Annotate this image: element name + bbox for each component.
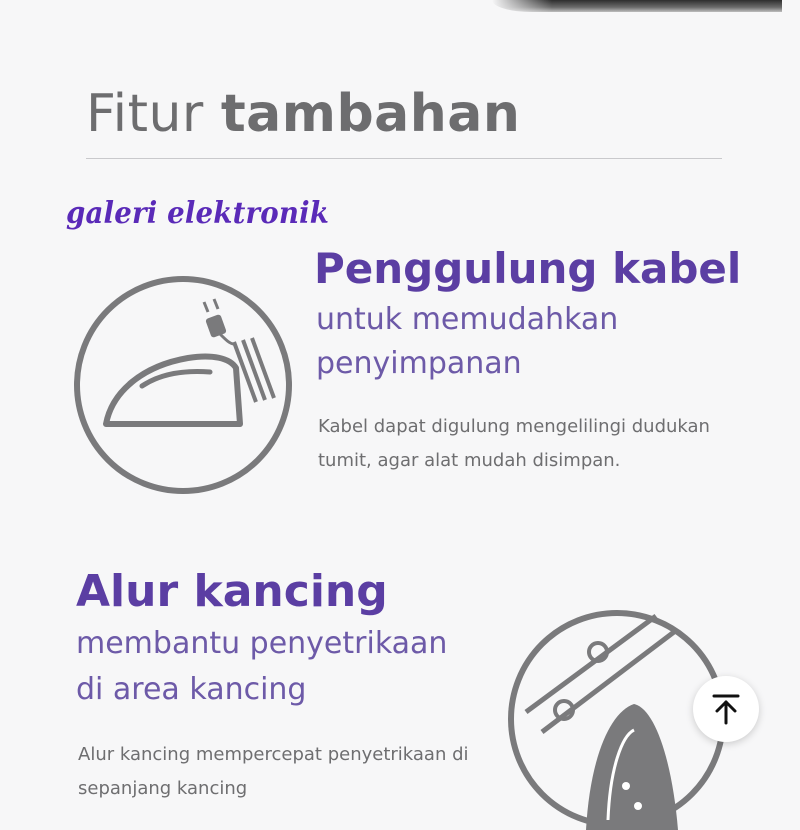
feature-button-subtitle-2: di area kancing <box>76 672 307 707</box>
feature-button-description: Alur kancing mempercepat penyetrikaan di sepanjang kancing <box>78 744 469 799</box>
feature-cord-title: Penggulung kabel <box>314 244 742 293</box>
feature-cord-subtitle-1: untuk memudahkan <box>316 302 619 337</box>
feature-button-title: Alur kancing <box>76 566 388 617</box>
heading-bold-text: tambahan <box>220 84 521 144</box>
store-watermark: galeri elektronik <box>66 196 330 231</box>
feature-button-subtitle-1: membantu penyetrikaan <box>76 626 448 661</box>
feature-cord-subtitle-2: penyimpanan <box>316 346 522 381</box>
heading-divider <box>86 158 722 159</box>
heading-light-text: Fitur <box>86 84 221 144</box>
product-photo-edge <box>492 0 782 12</box>
feature-cord-description: Kabel dapat digulung mengelilingi dudukan tumit, agar alat mudah disimpan. <box>318 416 710 471</box>
iron-cord-icon <box>72 274 294 496</box>
section-heading <box>86 84 520 144</box>
scroll-to-top-button[interactable] <box>693 676 759 742</box>
arrow-up-to-top-icon <box>709 692 743 726</box>
